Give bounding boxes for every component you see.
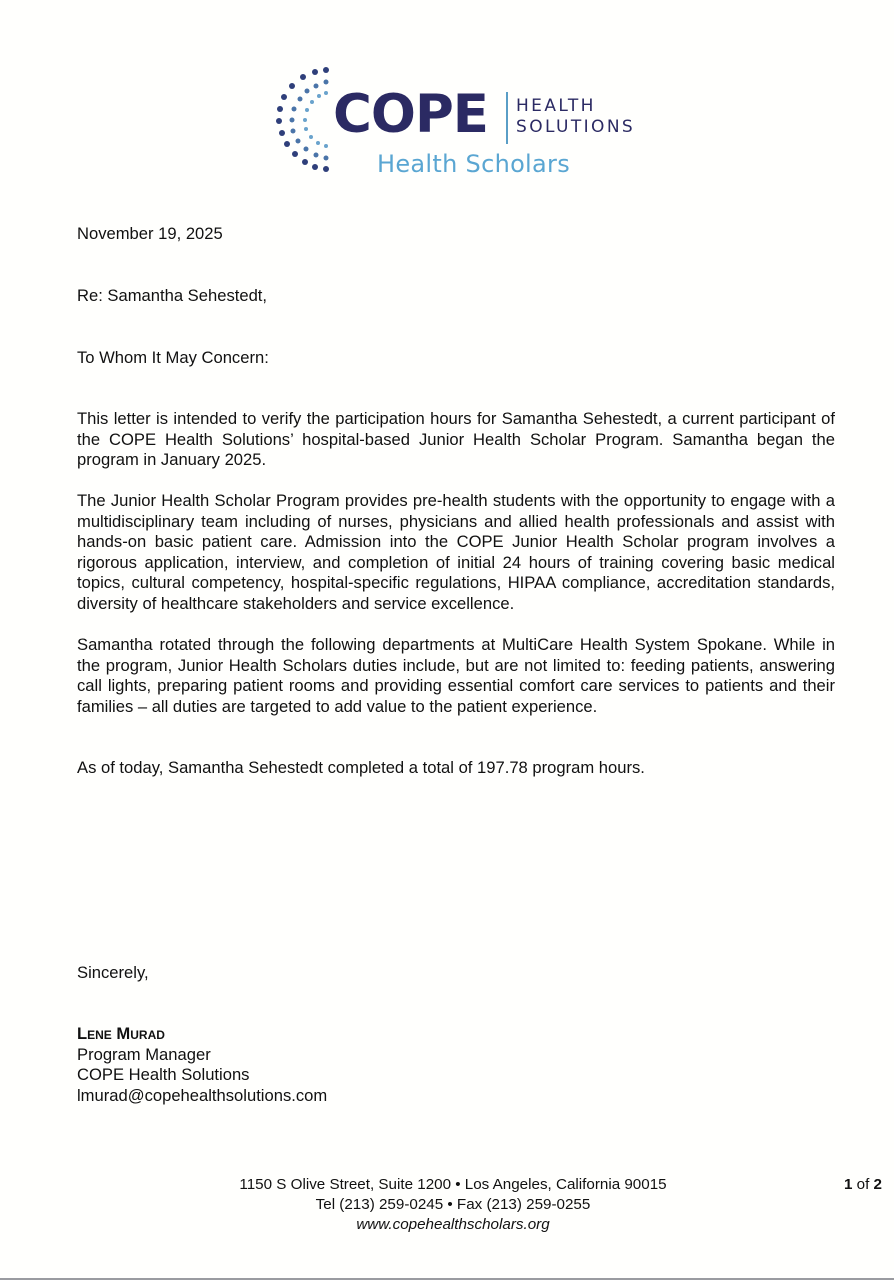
signature-block — [77, 1024, 835, 1106]
footer-contact — [200, 1175, 706, 1235]
logo-subtitle-line2: SOLUTIONS — [516, 117, 636, 137]
signer-email[interactable]: lmurad@copehealthsolutions.com — [77, 1085, 328, 1105]
paragraph-rotation-duties: Samantha rotated through the following departments at MultiCare Health System Spokane. While in the program, Junior Health Scholars duties include, but are not limited to: feeding patients, answering call lights, preparing patient rooms and providing essential comfort care services to patients and their families – all duties are targeted to add value to the patient experience. — [77, 635, 835, 716]
logo-subtitle-line1: HEALTH — [516, 96, 596, 116]
signer-name: Lene Murad — [77, 1024, 165, 1043]
letter-closing: Sincerely, — [77, 963, 149, 982]
footer-address: 1150 S Olive Street, Suite 1200 • Los Angeles, California 90015 — [239, 1176, 667, 1193]
paragraph-program-description: The Junior Health Scholar Program provides pre-health students with the opportunity to engage with a multidisciplinary team including of nurses, physicians and allied health professionals and assist with hands-on basic patient care. Admission into the COPE Junior Health Scholar program involves a rigorous application, interview, and completion of initial 24 hours of training covering basic medical topics, cultural competency, hospital-specific regulations, HIPAA compliance, accreditation standards, diversity of healthcare stakeholders and service excellence. — [77, 491, 835, 613]
logo-brand-text: COPE — [333, 84, 488, 145]
page-number — [844, 1175, 882, 1195]
cope-health-scholars-logo — [270, 64, 650, 184]
logo-subtitle — [516, 96, 635, 138]
dot-arc-icon — [270, 64, 340, 174]
letter-date: November 19, 2025 — [77, 224, 223, 243]
logo-divider — [506, 92, 508, 144]
letter-salutation: To Whom It May Concern: — [77, 348, 269, 367]
footer-website-link[interactable]: www.copehealthscholars.org — [356, 1216, 550, 1233]
page-total: 2 — [873, 1176, 882, 1193]
logo-program-text: Health Scholars — [377, 150, 571, 178]
signer-title: Program Manager — [77, 1044, 211, 1064]
paragraph-verification: This letter is intended to verify the participation hours for Samantha Sehestedt, a current participant of the COPE Health Solutions’ hospital-based Junior Health Scholar Program. Samantha began the program in January 2025. — [77, 409, 835, 469]
page-current: 1 — [843, 1176, 853, 1193]
page-of-label: of — [856, 1176, 870, 1193]
signer-organization: COPE Health Solutions — [77, 1065, 250, 1084]
paragraph-total-hours: As of today, Samantha Sehestedt completed a total of 197.78 program hours. — [77, 758, 645, 777]
letter-re-line: Re: Samantha Sehestedt, — [77, 286, 268, 305]
footer-phone-fax: Tel (213) 259-0245 • Fax (213) 259-0255 — [315, 1196, 591, 1213]
